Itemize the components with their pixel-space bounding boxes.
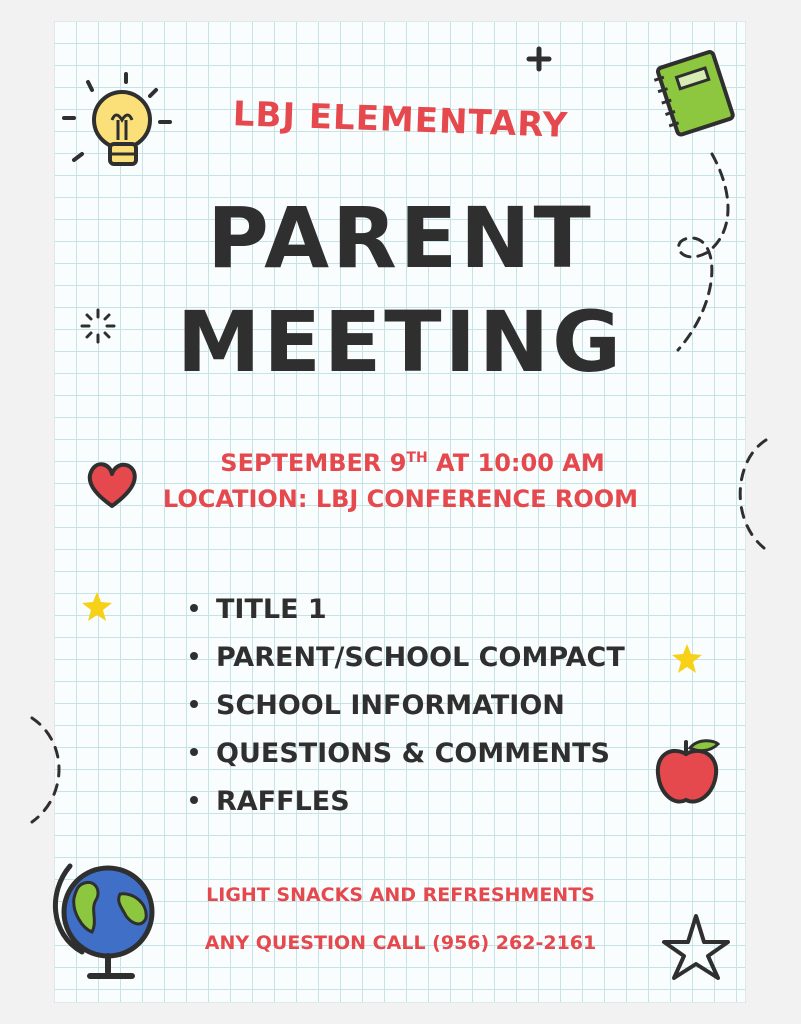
agenda-item: TITLE 1 xyxy=(190,586,625,634)
meeting-location: LOCATION: LBJ CONFERENCE ROOM xyxy=(162,485,639,513)
globe-icon xyxy=(52,854,162,990)
agenda-item: QUESTIONS & COMMENTS xyxy=(190,730,625,778)
plus-icon xyxy=(526,46,552,72)
agenda-list xyxy=(190,586,625,826)
lightbulb-icon xyxy=(60,70,170,180)
dashed-arc xyxy=(730,436,770,552)
dashed-swirl xyxy=(660,150,740,360)
notebook-icon xyxy=(648,44,744,140)
star-outline-icon xyxy=(660,912,730,982)
date-prefix: SEPTEMBER 9 xyxy=(220,449,407,477)
school-name: LBJ ELEMENTARY xyxy=(232,94,569,146)
footer-snacks: LIGHT SNACKS AND REFRESHMENTS xyxy=(206,884,595,906)
date-ordinal: TH xyxy=(406,450,428,466)
agenda-item: SCHOOL INFORMATION xyxy=(190,682,625,730)
dashed-arc xyxy=(28,714,68,826)
star-icon xyxy=(80,590,114,624)
title-line-1: PARENT xyxy=(207,189,594,287)
heart-icon xyxy=(84,456,140,512)
sparkle-icon xyxy=(80,308,116,344)
apple-icon xyxy=(652,736,726,810)
title-line-2: MEETING xyxy=(176,293,625,391)
agenda-item: PARENT/SCHOOL COMPACT xyxy=(190,634,625,682)
star-icon xyxy=(670,642,704,676)
date-time: AT 10:00 AM xyxy=(427,449,605,477)
agenda-item: RAFFLES xyxy=(190,778,625,826)
footer-contact: ANY QUESTION CALL (956) 262-2161 xyxy=(204,932,597,954)
